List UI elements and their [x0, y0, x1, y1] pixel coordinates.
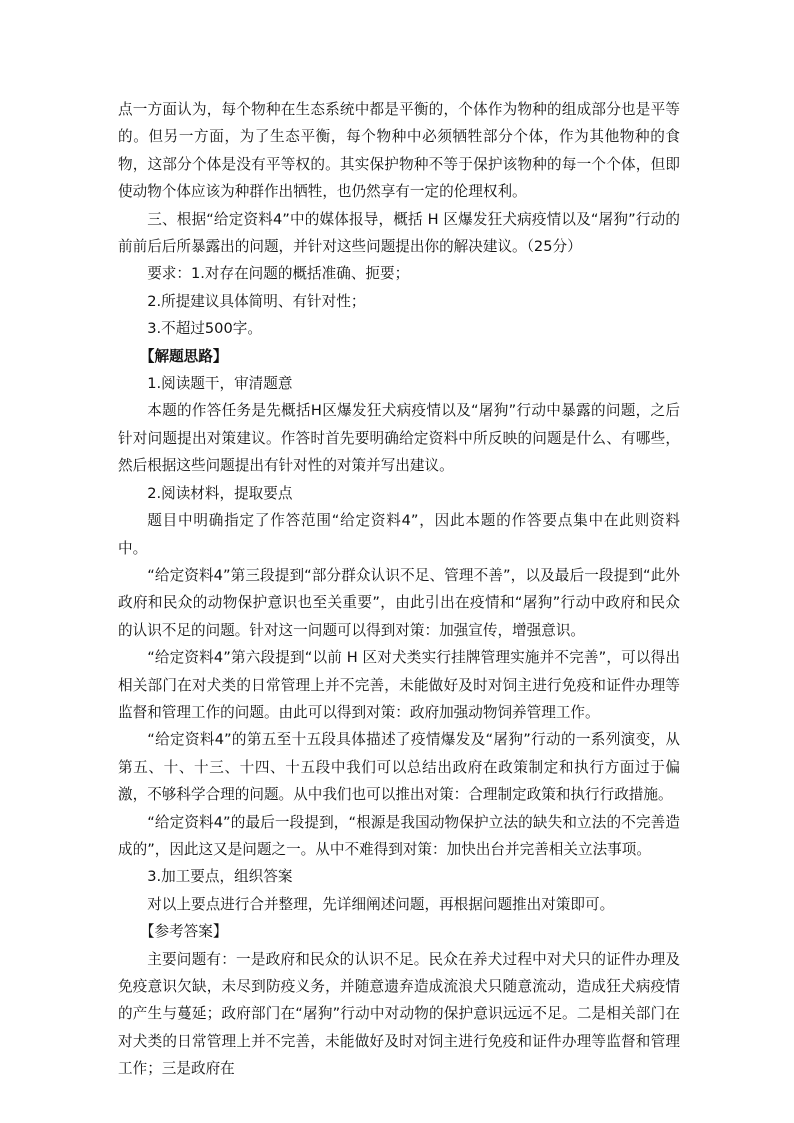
requirement-2: 2.所提建议具体简明、有针对性；: [147, 292, 366, 310]
step-2-point-awareness: “给定资料4”第三段提到“部分群众认识不足、管理不善”，以及最后一段提到“此外政府和民众的动物保护意识也至关重要”，由此引出在疫情和“屠狗”行动中政府和民众的认识不足的问题。针对这一问题可以得到对策：加强宣传，增强意识。: [118, 566, 680, 639]
step-3-title: 3.加工要点，组织答案: [147, 868, 293, 886]
section-heading-reference-answer: 【参考答案】: [139, 923, 228, 941]
section-heading-solution-approach: 【解题思路】: [139, 347, 228, 365]
document-page: [118, 96, 680, 1083]
step-3-body: 对以上要点进行合并整理，先详细阐述问题，再根据问题推出对策即可。: [147, 895, 615, 913]
requirement-3: 3.不超过500字。: [147, 320, 262, 338]
requirement-1: 要求：1.对存在问题的概括准确、扼要；: [147, 265, 410, 283]
step-1-title: 1.阅读题干，审清题意: [147, 375, 293, 393]
step-2-point-management: “给定资料4”第六段提到“以前 H 区对犬类实行挂牌管理实施并不完善”，可以得出相关部门在对犬类的日常管理上并不完善，未能做好及时对饲主进行免疫和证件办理等监督和管理工作的问题。由此可以得到对策：政府加强动物饲养管理工作。: [118, 649, 680, 721]
step-2-title: 2.阅读材料，提取要点: [147, 484, 293, 502]
step-2-scope: 题目中明确指定了作答范围“给定资料4”，因此本题的作答要点集中在此则资料中。: [118, 512, 680, 557]
question-three: 三、根据“给定资料4”中的媒体报导，概括 H 区爆发狂犬病疫情以及“屠狗”行动的前前后后所暴露出的问题，并针对这些问题提出你的解决建议。（25分）: [118, 210, 680, 256]
step-1-body: 本题的作答任务是先概括H区爆发狂犬病疫情以及“屠狗”行动中暴露的问题，之后针对问题提出对策建议。作答时首先要明确给定资料中所反映的问题是什么、有哪些，然后根据这些问题提出有针对性的对策并写出建议。: [118, 402, 680, 475]
step-2-point-policy: “给定资料4”的第五至十五段具体描述了疫情爆发及“屠狗”行动的一系列演变，从第五、十、十三、十四、十五段中我们可以总结出政府在政策制定和执行方面过于偏激，不够科学合理的问题。从中我们也可以推出对策：合理制定政策和执行行政措施。: [118, 731, 680, 804]
reference-answer-body: 主要问题有：一是政府和民众的认识不足。民众在养犬过程中对犬只的证件办理及免疫意识欠缺，未尽到防疫义务，并随意遗弃造成流浪犬只随意流动，造成狂犬病疫情的产生与蔓延；政府部门在“屠狗”行动中对动物的保护意识远远不足。二是相关部门在对犬类的日常管理上并不完善，未能做好及时对饲主进行免疫和证件办理等监督和管理工作；三是政府在: [118, 950, 680, 1078]
step-2-point-legislation: “给定资料4”的最后一段提到，“根源是我国动物保护立法的缺失和立法的不完善造成的”，因此这又是问题之一。从中不难得到对策：加快出台并完善相关立法事项。: [118, 813, 680, 858]
paragraph-intro-continuation: 点一方面认为，每个物种在生态系统中都是平衡的，个体作为物种的组成部分也是平等的。但另一方面，为了生态平衡，每个物种中必须牺牲部分个体，作为其他物种的食物，这部分个体是没有平等权的。其实保护物种不等于保护该物种的每一个个体，但即使动物个体应该为种群作出牺牲，也仍然享有一定的伦理权利。: [118, 101, 680, 201]
